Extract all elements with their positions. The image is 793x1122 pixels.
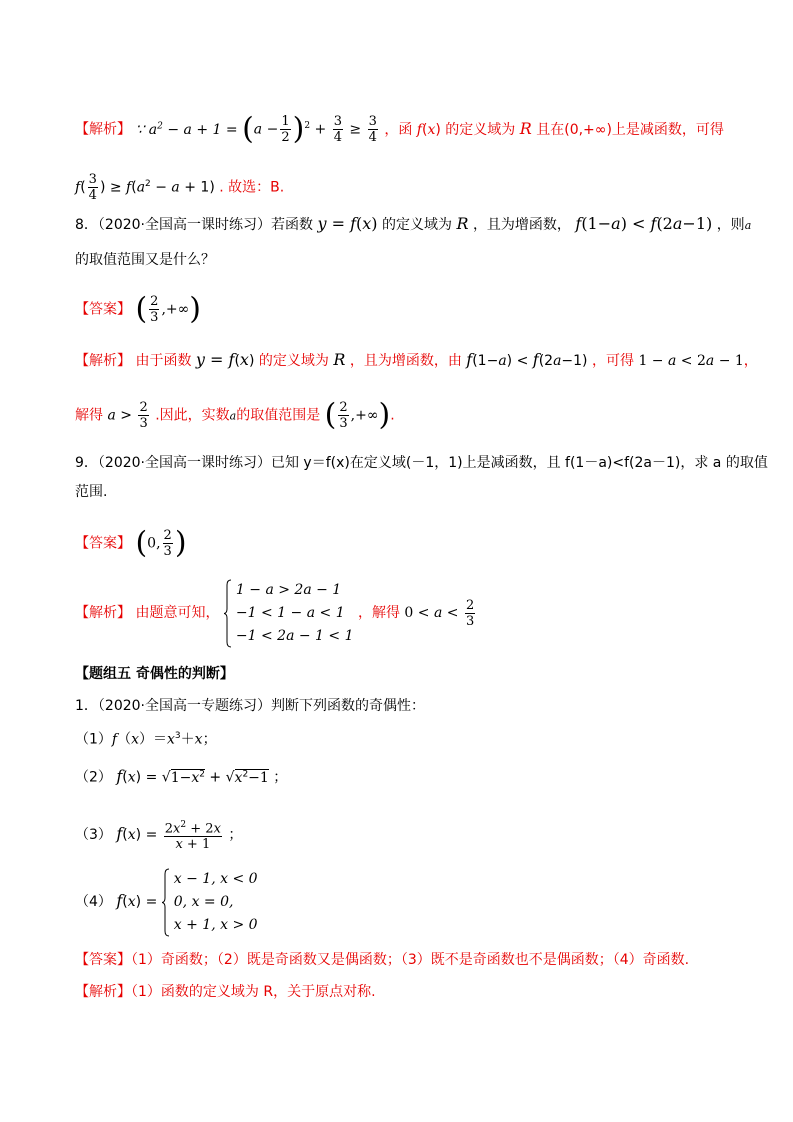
group5-title: 【题组五 奇偶性的判断】	[75, 666, 234, 682]
q8-stem-cont: 的取值范围又是什么？	[75, 252, 215, 268]
fraction: $\frac{3}{4}$	[333, 114, 342, 145]
q9-stem: 9．（2020·全国高一课时练习）已知 y＝f(x)在定义域(－1，1)上是减函数，且 f(1－a)<f(2a－1)，求 a 的取值	[75, 455, 768, 471]
system-row: 1 − a > 2a − 1	[235, 581, 342, 598]
p7-conclusion: f( $\frac{3}{4}$ ) ≥ $f(a^2 - a + 1)$ . 故选：B.	[75, 172, 285, 203]
fraction: $\frac{2}{3}$	[139, 400, 148, 431]
piecewise-definition	[162, 868, 258, 937]
piecewise-row: 0, x = 0,	[173, 893, 234, 910]
q8-analysis: 【解析】 由于函数 y = f(x) 的定义域为 R ，且为增函数，由 f(1−a) < f(2a−1) ，可得 1 − a < 2a − 1，	[75, 350, 758, 369]
q9-analysis: 【解析】 由题意可知， 1 − a > 2a − 1 −1 < 1 − a < 1 −1 < 2a − 1 < 1 ，解得 0 < a < $\frac{2}{3}$	[75, 578, 477, 648]
q9-answer: 【答案】 (0, $\frac{2}{3}$ )	[75, 525, 187, 561]
system-row: −1 < 1 − a < 1	[235, 604, 345, 621]
system-row: −1 < 2a − 1 < 1	[235, 627, 354, 644]
analysis-tag: 【解析】	[75, 121, 131, 138]
fraction: $\frac{1}{2}$	[281, 114, 290, 145]
fraction: $\frac{3}{4}$	[88, 172, 97, 203]
group5-item1: $(1)f(x)=x^3+x$；	[75, 731, 217, 748]
q8-answer: 【答案】 ( $\frac{2}{3}$ ,+∞)	[75, 291, 202, 327]
fraction: $\frac{2}{3}$	[150, 294, 159, 325]
group5-q1-stem: 1．（2020·全国高一专题练习）判断下列函数的奇偶性：	[75, 698, 425, 714]
piecewise-row: x − 1, x < 0	[173, 870, 258, 887]
p7-math-lhs: ∵ $a^2 - a + 1$ =	[135, 120, 243, 138]
piecewise-row: x + 1, x > 0	[173, 916, 258, 933]
fraction: $\frac{2x^2 + 2x}{x + 1}$	[164, 820, 221, 853]
group5-item3: （3） f(x) = $\frac{2x^2 + 2x}{x + 1}$ ；	[75, 820, 243, 853]
fraction: $\frac{3}{4}$	[368, 114, 377, 145]
group5-answer: 【答案】（1）奇函数；（2）既是奇函数又是偶函数；（3）既不是奇函数也不是偶函数；（4）奇函数.	[75, 952, 690, 968]
group5-analysis: 【解析】（1）函数的定义域为 R，关于原点对称.	[75, 984, 376, 1000]
group5-item2: （2） $f(x) = √1-x^2 + √x^2-1$ ；	[75, 766, 288, 786]
p7-analysis-line: 【解析】 ∵ $a^2 - a + 1 = (a$ − $\frac{1}{2}$ )$^2$ + $\frac{3}{4}$ ≥ $\frac{3}{4}$ ，函 f(x) 的定义域为 R 且在(0,+∞)上是减函数，可得	[75, 111, 724, 147]
q8-analysis-cont: 解得 a > $\frac{2}{3}$ .因此，实数a的取值范围是 ( $\frac{2}{3}$ ,+∞).	[75, 397, 395, 433]
q9-stem-cont: 范围.	[75, 484, 108, 500]
fraction: $\frac{2}{3}$	[163, 528, 172, 559]
fraction: $\frac{2}{3}$	[339, 400, 348, 431]
p7-analysis-text: ，函 f(x) 的定义域为 R 且在(0,+∞)上是减函数，可得	[384, 118, 724, 138]
equation-system	[224, 579, 354, 648]
group5-item4: （4） f(x) = x − 1, x < 0 0, x = 0, x + 1, x > 0	[75, 866, 258, 937]
fraction: $\frac{2}{3}$	[465, 597, 475, 629]
q8-stem: 8．（2020·全国高一课时练习）若函数 y = f(x) 的定义域为 R ，且为增函数， f(1−a) < f(2a−1) ，则a	[75, 214, 752, 233]
